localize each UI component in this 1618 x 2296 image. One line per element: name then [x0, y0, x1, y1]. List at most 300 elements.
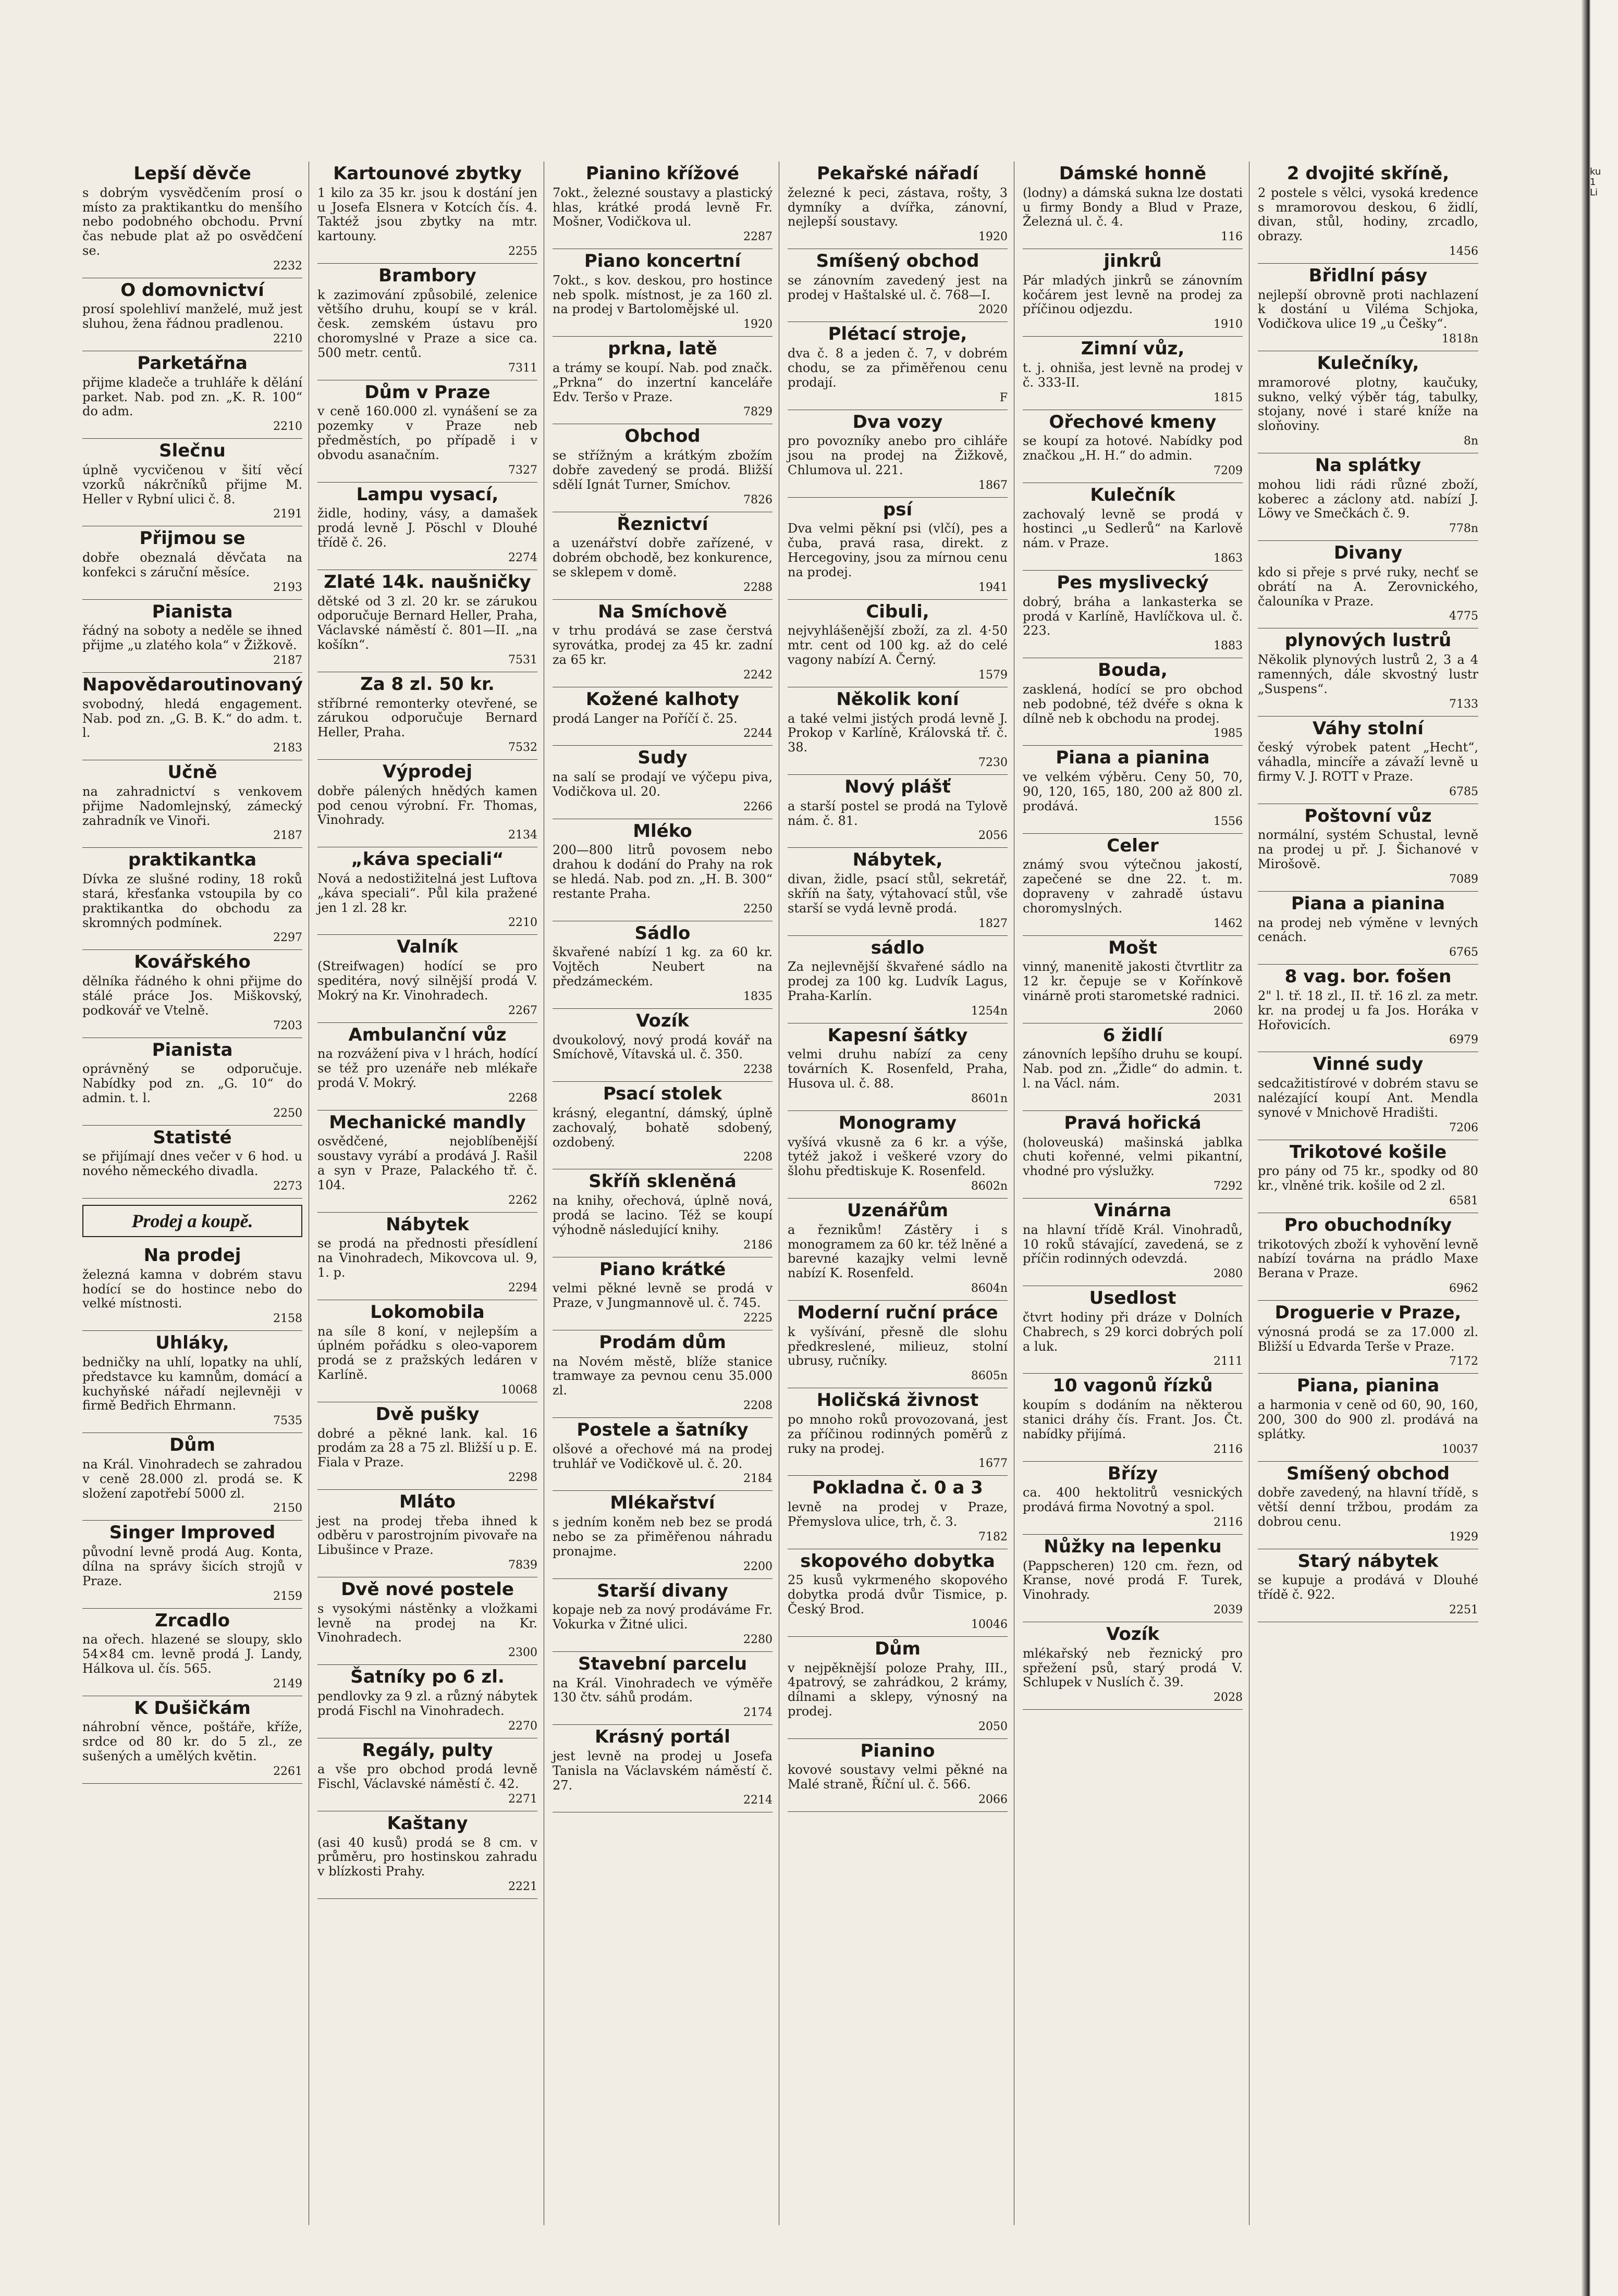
advertisement	[317, 1738, 537, 1811]
ad-title: Dům v Praze	[364, 381, 491, 403]
advertisement	[553, 1491, 773, 1578]
ad-number: 2080	[1214, 1267, 1243, 1281]
ad-title: Statisté	[153, 1127, 232, 1148]
ad-number: 1863	[1214, 552, 1243, 565]
ad-number: 6785	[1449, 785, 1478, 798]
ad-text: na ořech. hlazené se sloupy, sklo 54×84 cm. levně prodá J. Landy, Hálkova ul. čís. 565.	[82, 1632, 302, 1676]
advertisement	[553, 687, 773, 746]
ad-title: Přijmou se	[139, 528, 246, 549]
ad-number: 2208	[743, 1151, 773, 1164]
ad-title: Dům	[169, 1435, 215, 1456]
ad-number: 4775	[1449, 610, 1478, 623]
ad-title: Trikotové košile	[1289, 1141, 1447, 1163]
ad-text: velmi pěkné levně se prodá v Praze, v Jungmannově ul. č. 745.	[553, 1281, 773, 1311]
advertisement	[1023, 834, 1243, 936]
advertisement	[82, 848, 302, 950]
ad-title: Dvě nové postele	[341, 1579, 514, 1600]
ad-title: Mošt	[1108, 937, 1157, 958]
ad-title: plynových lustrů	[1284, 630, 1452, 651]
ad-title: sádlo	[871, 937, 925, 958]
advertisement	[1258, 892, 1478, 965]
ad-text: dobře pálených hnědých kamen pod cenou výrobní. Fr. Thomas, Vinohrady.	[317, 783, 537, 828]
ad-title: Pianista	[152, 1039, 233, 1060]
ad-text: pro povozníky anebo pro cihláře jsou na prodej na Žižkově, Chlumova ul. 221.	[788, 434, 1008, 477]
advertisement	[317, 1023, 537, 1110]
ad-number: 2158	[273, 1312, 302, 1326]
ad-number: 2266	[743, 800, 773, 813]
advertisement	[1258, 1301, 1478, 1374]
ad-title: Zrcadlo	[155, 1610, 230, 1631]
ad-number: 116	[1221, 230, 1243, 244]
ad-number: 2274	[508, 551, 537, 564]
ad-number: 7829	[743, 405, 773, 419]
ad-title: Na prodej	[143, 1245, 241, 1266]
ad-number: 2159	[273, 1589, 302, 1603]
ad-number: F	[999, 391, 1008, 404]
ad-text: dva č. 8 a jeden č. 7, v dobrém chodu, se za přiměřenou cenu prodají.	[788, 346, 1008, 390]
ad-text: bedničky na uhlí, lopatky na uhlí, představce ku kamnům, domácí a kuchyňské nářadí nejlevněji v firmě Bedřich Ehrmann.	[82, 1354, 302, 1413]
ad-title: Sudy	[638, 747, 688, 769]
advertisement	[788, 848, 1008, 935]
advertisement	[553, 1009, 773, 1082]
ad-text: s dobrým vysvědčením prosí o místo za praktikantku do menšího nebo podobného obchodu. První čas nebude plat až po osvědčení se.	[82, 185, 302, 258]
ad-text: se přijímají dnes večer v 6 hod. u nového německého divadla.	[82, 1149, 302, 1179]
ad-text: 7okt., železné soustavy a plastický hlas, krátké prodá levně Fr. Mošner, Vodičkova ul.	[553, 185, 773, 229]
advertisement	[788, 1637, 1008, 1739]
ad-number: 7311	[508, 361, 537, 375]
advertisement	[788, 1476, 1008, 1549]
ad-number: 2244	[743, 727, 773, 740]
ad-title: O domovnictví	[120, 279, 264, 301]
ad-title: Obchod	[624, 426, 701, 447]
advertisement	[82, 439, 302, 526]
ad-number: 7133	[1449, 697, 1478, 711]
ad-text: pro pány od 75 kr., spodky od 80 kr., vlněné trik. košile od 2 zl.	[1258, 1164, 1478, 1193]
ad-number: 6962	[1449, 1282, 1478, 1295]
ad-text: známý svou výtečnou jakostí, zapečené se dne 22. t. m. dopraveny v zahradě ústavu choromyslných.	[1023, 857, 1243, 916]
ad-title: Starší divany	[597, 1580, 728, 1601]
advertisement	[1258, 351, 1478, 453]
ad-number: 2294	[508, 1281, 537, 1294]
ad-number: 2221	[508, 1880, 537, 1894]
ad-text: oprávněný se odporučuje. Nabídky pod zn. „G. 10“ do admin. t. l.	[82, 1061, 302, 1105]
advertisement	[1023, 658, 1243, 746]
advertisement	[1258, 1549, 1478, 1622]
advertisement	[82, 351, 302, 439]
ad-title: Singer Improved	[109, 1522, 276, 1544]
advertisement	[788, 687, 1008, 775]
ad-title: Divany	[1333, 542, 1403, 564]
ad-title: Starý nábytek	[1297, 1550, 1439, 1572]
ad-number: 2060	[1214, 1004, 1243, 1018]
ad-number: 2250	[743, 902, 773, 916]
ad-text: olšové a ořechové má na prodej truhlář ve Vodičkově ul. č. 20.	[553, 1441, 773, 1471]
ad-title: jinkrů	[1104, 251, 1162, 272]
advertisement	[1258, 965, 1478, 1052]
advertisement	[82, 1433, 302, 1521]
ad-title: Pes myslivecký	[1057, 572, 1209, 594]
advertisement	[788, 1199, 1008, 1301]
ad-number: 7535	[273, 1414, 302, 1428]
ad-text: svobodný, hledá engagement. Nab. pod zn. „G. B. K.“ do adm. t. l.	[82, 696, 302, 740]
advertisement	[317, 162, 537, 264]
ad-title: Pianista	[152, 601, 233, 622]
advertisement	[82, 1038, 302, 1126]
ad-number: 1941	[978, 581, 1008, 594]
advertisement	[317, 1490, 537, 1577]
ad-number: 2191	[273, 508, 302, 521]
advertisement	[1258, 1374, 1478, 1461]
ad-text: 2" l. tř. 18 zl., II. tř. 16 zl. za metr. kr. na prodej u fa Jos. Horáka v Hořovicích.	[1258, 988, 1478, 1032]
ad-number: 2200	[743, 1560, 773, 1573]
advertisement	[553, 1725, 773, 1812]
ad-number: 2031	[1214, 1092, 1243, 1105]
ad-number: 1818n	[1441, 332, 1478, 346]
ad-number: 7826	[743, 493, 773, 507]
ad-title: 6 židlí	[1102, 1024, 1163, 1046]
advertisement	[317, 1665, 537, 1738]
advertisement	[82, 1243, 302, 1331]
advertisement	[1258, 1140, 1478, 1213]
ad-number: 2183	[273, 742, 302, 755]
advertisement	[82, 950, 302, 1038]
ad-text: mlékařský neb řeznický pro spřežení psů, starý prodá V. Schlupek v Nuslích č. 39.	[1023, 1646, 1243, 1690]
ad-title: 10 vagonů řízků	[1052, 1375, 1213, 1397]
advertisement	[1023, 571, 1243, 658]
ad-text: na prodej neb výměne v levných cenách.	[1258, 915, 1478, 945]
ad-text: jest levně na prodej u Josefa Tanisla na Václavském náměstí č. 27.	[553, 1748, 773, 1793]
advertisement	[788, 1023, 1008, 1111]
advertisement	[317, 672, 537, 760]
ad-number: 2050	[978, 1720, 1008, 1733]
ad-title: Nový plášť	[844, 776, 951, 798]
ad-title: Valník	[397, 936, 458, 958]
advertisement	[1023, 1535, 1243, 1622]
ad-text: velmi druhu nabízí za ceny továrních K. Rosenfeld, Praha, Husova ul. č. 88.	[788, 1047, 1008, 1091]
ad-title: Dámské honně	[1059, 163, 1207, 184]
ad-text: mohou lidi rádi různé zboží, koberec a záclony atd. nabízí J. Löwy ve Smečkách č. 9.	[1258, 477, 1478, 521]
advertisement	[317, 847, 537, 935]
ad-number: 7531	[508, 653, 537, 666]
ad-title: Smíšený obchod	[1286, 1463, 1450, 1484]
advertisement	[553, 512, 773, 600]
advertisement	[788, 162, 1008, 249]
ad-text: a trámy se koupí. Nab. pod značk. „Prkna“ do inzertní kanceláře Edv. Teršo v Praze.	[553, 360, 773, 404]
ad-number: 1579	[978, 668, 1008, 682]
ad-number: 10046	[971, 1618, 1008, 1631]
ad-number: 2288	[743, 581, 773, 594]
ad-title: Mlékařství	[610, 1492, 715, 1514]
ad-text: 7okt., s kov. deskou, pro hostince neb spolk. místnost, je za 160 zl. na prodej v Bartolomějské ul.	[553, 273, 773, 317]
ad-number: 2287	[743, 230, 773, 244]
advertisement	[82, 278, 302, 351]
advertisement	[82, 1126, 302, 1199]
ad-text: dětské od 3 zl. 20 kr. se zárukou odporučuje Bernard Heller, Praha, Václavské náměstí č. 801—II. „na košíkn“.	[317, 594, 537, 652]
advertisement	[553, 600, 773, 687]
ad-text: dělníka řádného k ohni přijme do stálé práce Jos. Miškovský, podkovář ve Vtelně.	[82, 974, 302, 1018]
advertisement	[553, 249, 773, 337]
ad-title: Bouda,	[1098, 660, 1168, 681]
advertisement	[1258, 1052, 1478, 1140]
ad-text: na Novém městě, blíže stanice tramwaye za pevnou cenu 35.000 zl.	[553, 1354, 773, 1398]
ad-title: Na Smíchově	[598, 601, 727, 622]
ad-number: 1920	[978, 230, 1008, 244]
ad-text: k zazimování způsobilé, zelenice většího druhu, koupí se v král. česk. zemském ústavu pro choromyslné v Praze a sice ca. 500 metr. centů.	[317, 287, 537, 360]
advertisement	[553, 337, 773, 424]
column-1	[78, 162, 309, 2225]
ad-text: a uzenářství dobře zařízené, v dobrém obchodě, bez konkurence, se sklepem v domě.	[553, 536, 773, 579]
ad-number: 1867	[978, 478, 1008, 492]
ad-text: Nová a nedostižitelná jest Luftova „káva speciali“. Půl kila pražené jen 1 zl. 28 kr.	[317, 871, 537, 915]
ad-title: Slečnu	[159, 440, 226, 462]
advertisement	[788, 249, 1008, 322]
ad-title: Pravá hořická	[1064, 1112, 1202, 1133]
advertisement	[1258, 162, 1478, 264]
advertisement	[1023, 936, 1243, 1023]
ad-title: „káva speciali“	[351, 849, 504, 870]
advertisement	[553, 1330, 773, 1418]
advertisement	[1023, 1111, 1243, 1199]
ad-number: 7203	[273, 1019, 302, 1032]
ad-number: 2255	[508, 244, 537, 258]
ad-text: se prodá na přednosti přesídlení na Vinohradech, Mikovcova ul. 9, 1. p.	[317, 1236, 537, 1280]
ad-number: 6765	[1449, 946, 1478, 959]
edge-fragment: ku 1 Li	[1590, 166, 1601, 198]
ad-title: Vozík	[636, 1010, 689, 1031]
advertisement	[553, 1257, 773, 1330]
advertisement	[1023, 1462, 1243, 1535]
ad-title: Uhláky,	[155, 1332, 229, 1354]
ad-number: 7839	[508, 1559, 537, 1572]
ad-text: na hlavní třídě Král. Vinohradů, 10 roků stávající, zavedená, se z příčin rodinných odevzdá.	[1023, 1222, 1243, 1266]
ad-title: Zimní vůz,	[1081, 338, 1185, 360]
ad-text: vinný, manenitě jakosti čtvrtlitr za 12 kr. čepuje se v Kořínkově vinárně proti starometské radnici.	[1023, 959, 1243, 1003]
ad-title: Nábytek	[386, 1214, 469, 1235]
advertisement	[317, 570, 537, 672]
ad-number: 8602n	[971, 1180, 1008, 1193]
ad-text: dobře zavedený, na hlavní třídě, s větší denní tržbou, prodám za dobrou cenu.	[1258, 1485, 1478, 1529]
advertisement	[788, 600, 1008, 687]
ad-title: Pokladna č. 0 a 3	[812, 1477, 983, 1499]
ad-title: Napovědaroutinovaný	[82, 674, 303, 696]
advertisement	[1023, 162, 1243, 249]
ad-title: prkna, latě	[608, 338, 717, 360]
advertisement	[788, 1739, 1008, 1812]
advertisement	[82, 162, 302, 278]
ad-number: 1835	[743, 990, 773, 1003]
ad-number: 2271	[508, 1792, 537, 1806]
ad-number: 1929	[1449, 1530, 1478, 1544]
ad-title: 8 vag. bor. fošen	[1284, 966, 1452, 987]
ad-title: Psací stolek	[603, 1083, 722, 1105]
ad-text: dobrý, bráha a lankasterka se prodá v Karlíně, Havlíčkova ul. č. 223.	[1023, 594, 1243, 638]
ad-title: Dvě pušky	[375, 1403, 480, 1425]
column-5	[1019, 162, 1249, 2225]
ad-title: Břidlní pásy	[1308, 265, 1428, 286]
ad-number: 7532	[508, 741, 537, 755]
ad-title: Na splátky	[1315, 455, 1421, 476]
ad-title: Pianino křížové	[585, 163, 740, 184]
ad-number: 1815	[1214, 391, 1243, 404]
ad-text: 200—800 litrů povosem nebo drahou k dodání do Prahy na rok se hledá. Nab. pod zn. „H. B. 300“ restante Praha.	[553, 843, 773, 901]
ad-title: Učně	[167, 762, 217, 783]
ad-number: 1556	[1214, 814, 1243, 828]
advertisement	[788, 410, 1008, 498]
ad-title: Prodám dům	[599, 1331, 726, 1353]
ad-number: 7230	[978, 756, 1008, 770]
ad-title: Piana a pianina	[1056, 747, 1210, 769]
ad-number: 2187	[273, 829, 302, 843]
ad-number: 7209	[1214, 464, 1243, 477]
ad-title: Monogramy	[838, 1112, 957, 1133]
ad-text: a řeznikům! Zástěry i s monogramem za 60 kr. též lněné a barevné kazajky velmi levně nabízí K. Rosenfeld.	[788, 1222, 1008, 1281]
ad-title: Regály, pulty	[362, 1739, 493, 1761]
ad-text: dobré a pěkné lank. kal. 16 prodám za 28 a 75 zl. Bližší u p. E. Fiala v Praze.	[317, 1426, 537, 1470]
advertisement	[1023, 1023, 1243, 1111]
advertisement	[553, 1579, 773, 1652]
advertisement	[553, 1418, 773, 1491]
ad-title: Piana a pianina	[1291, 893, 1445, 914]
column-6	[1254, 162, 1485, 2225]
ad-number: 1920	[743, 318, 773, 331]
ad-number: 2187	[273, 654, 302, 668]
ad-text: osvědčené, nejoblíbenější soustavy vyrábí a prodává J. Rašil a syn v Praze, Palackého tř. č. 104.	[317, 1134, 537, 1192]
advertisement	[1023, 1286, 1243, 1374]
ad-title: Vozík	[1106, 1624, 1159, 1645]
ad-text: v trhu prodává se zase čerstvá syrovátka, prodej za 45 kr. zadní za 65 kr.	[553, 623, 773, 668]
ad-title: Vinné sudy	[1313, 1054, 1424, 1075]
ad-number: 10037	[1442, 1442, 1478, 1456]
ad-number: 2267	[508, 1004, 537, 1017]
ad-number: 7206	[1449, 1121, 1478, 1134]
ad-text: prosí spolehliví manželé, muž jest sluhou, žena řádnou pradlenou.	[82, 302, 302, 331]
ad-text: se kupuje a prodává v Dlouhé třídě č. 922.	[1258, 1573, 1478, 1602]
ad-text: sedcažitistírové v dobrém stavu se nalézající koupí Ant. Mendla synové v Mnichově Hradišti.	[1258, 1076, 1478, 1120]
ad-title: Celer	[1107, 835, 1159, 856]
ad-number: 2250	[273, 1106, 302, 1120]
advertisement	[1023, 249, 1243, 337]
ad-number: 8n	[1463, 435, 1478, 448]
ad-title: Ambulanční vůz	[348, 1024, 507, 1045]
ad-title: Parketářna	[137, 353, 248, 374]
ad-title: Holičská živnost	[816, 1390, 979, 1411]
ad-title: praktikantka	[128, 849, 257, 871]
advertisement	[82, 673, 302, 760]
ad-text: úplně vycvičenou v šití věcí vzorků nákrčníků přijme M. Heller v Rybní ulici č. 8.	[82, 462, 302, 507]
ad-number: 2232	[273, 259, 302, 273]
ad-text: prodá Langer na Poříčí č. 25.	[553, 711, 738, 726]
ad-number: 2039	[1214, 1603, 1243, 1616]
ad-title: Mléko	[633, 820, 692, 842]
ad-number: 2210	[273, 420, 302, 434]
ad-text: nejlepší obrovně proti nachlazení k dostání u Viléma Schjoka, Vodičkova ulice 19 „u Češky“.	[1258, 287, 1478, 331]
ad-number: 2262	[508, 1193, 537, 1207]
ad-title: Moderní ruční práce	[797, 1302, 998, 1324]
ad-title: Smíšený obchod	[816, 251, 979, 272]
ad-text: se koupí za hotové. Nabídky pod značkou „H. H.“ do admin.	[1023, 434, 1243, 463]
advertisement	[82, 760, 302, 848]
advertisement	[317, 1213, 537, 1300]
ad-title: Piana, pianina	[1296, 1375, 1440, 1397]
ad-text: Pár mladých jinkrů se zánovním kočárem jest levně na prodej za příčinou odjezdu.	[1023, 273, 1243, 317]
ad-text: Za nejlevnější škvařené sádlo na prodej za 100 kg. Ludvík Lagus, Praha-Karlín.	[788, 959, 1008, 1003]
ad-title: Kulečníky,	[1317, 353, 1419, 374]
ad-text: 1 kilo za 35 kr. jsou k dostání jen u Josefa Elsnera v Kotcích čís. 4. Taktéž jsou zbytky na mtr. kartouny.	[317, 185, 537, 244]
ad-text: s vysokými nástěnky a vložkami levně na prodej na Kr. Vinohradech.	[317, 1601, 537, 1645]
ad-number: 1985	[1214, 727, 1243, 740]
ad-text: kovové soustavy velmi pěkné na Malé straně, Říční ul. č. 566.	[788, 1762, 1008, 1792]
ad-text: mramorové plotny, kaučuky, sukno, velký výběr tág, tabulky, stojany, nové i staré kníže na sloňoviny.	[1258, 375, 1478, 434]
advertisement	[788, 1111, 1008, 1199]
advertisement	[553, 1652, 773, 1725]
ad-title: Brambory	[378, 265, 476, 286]
ad-text: po mnoho roků provozovaná, jest za příčinou rodinných poměrů z ruky na prodej.	[788, 1412, 1008, 1456]
ad-text: český výrobek patent „Hecht“, váhadla, mincíře a závaží levně u firmy V. J. ROTT v Praze.	[1258, 740, 1478, 784]
ad-title: Piano koncertní	[584, 251, 741, 272]
advertisement	[788, 775, 1008, 848]
ad-text: čtvrt hodiny při dráze v Dolních Chabrech, s 29 korci dobrých polí a luk.	[1023, 1310, 1243, 1354]
ad-title: Pro obuchodníky	[1284, 1214, 1452, 1236]
ad-text: Dívka ze slušné rodiny, 18 roků stará, křesťanka vstoupila by co praktikantka do obchodu za skromných podmínek.	[82, 872, 302, 930]
ad-number: 2150	[273, 1502, 302, 1515]
ad-text: normální, systém Schustal, levně na prodej u př. J. Šichanové v Mirošově.	[1258, 828, 1478, 872]
ad-text: (Streifwagen) hodící se pro speditéra, nový silnější prodá V. Mokrý na Kr. Vinohradech.	[317, 959, 537, 1003]
advertisement	[1258, 717, 1478, 804]
ad-number: 2174	[743, 1706, 773, 1720]
ad-title: Krásný portál	[595, 1726, 730, 1748]
advertisement	[317, 1402, 537, 1490]
advertisement	[788, 936, 1008, 1023]
ad-number: 2116	[1214, 1442, 1243, 1456]
ad-number: 7089	[1449, 872, 1478, 886]
advertisement	[1258, 628, 1478, 716]
ad-text: kdo si přeje s prvé ruky, nechť se obrátí na A. Zerovnického, čalouníka v Praze.	[1258, 564, 1478, 609]
ad-title: Ořechové kmeny	[1049, 411, 1217, 433]
ad-title: Mechanické mandly	[329, 1112, 526, 1133]
ad-text: (holoveuská) mašinská jablka chuti kořenné, velmi pikantní, vhodné pro výslužky.	[1023, 1134, 1243, 1179]
ad-number: 2149	[273, 1677, 302, 1690]
advertisement	[317, 1110, 537, 1213]
ad-title: Zlaté 14k. naušničky	[324, 571, 531, 592]
ad-number: 2273	[273, 1180, 302, 1193]
ad-title: Kaštany	[387, 1812, 468, 1834]
ad-number: 2193	[273, 581, 302, 594]
ad-text: původní levně prodá Aug. Konta, dílna na správy šicích strojů v Praze.	[82, 1545, 302, 1588]
advertisement	[1258, 453, 1478, 541]
ad-title: Plétací stroje,	[828, 324, 967, 345]
ad-text: a harmonia v ceně od 60, 90, 160, 200, 300 do 900 zl. prodává na splátky.	[1258, 1398, 1478, 1441]
advertisement	[788, 322, 1008, 410]
ad-text: kopaje neb za nový prodáváme Fr. Vokurka v Žitné ulici.	[553, 1602, 773, 1632]
advertisement	[82, 1609, 302, 1696]
advertisement	[317, 1577, 537, 1665]
ad-number: 2184	[743, 1472, 773, 1486]
ad-title: Kulečník	[1090, 484, 1175, 505]
ad-number: 2111	[1214, 1355, 1243, 1368]
ad-title: Sádlo	[634, 922, 691, 944]
advertisement	[1258, 264, 1478, 351]
column-2	[313, 162, 544, 2225]
ad-number: 1827	[978, 917, 1008, 930]
ad-text: trikotových zboží k vyhovění levně nabízí továrna na prádlo Maxe Berana v Praze.	[1258, 1237, 1478, 1281]
ad-number: 2242	[743, 668, 773, 682]
advertisement	[82, 1521, 302, 1608]
ad-number: 2186	[743, 1238, 773, 1252]
ad-title: Dům	[875, 1638, 921, 1659]
ad-title: Za 8 zl. 50 kr.	[360, 673, 495, 695]
advertisement	[553, 1169, 773, 1257]
ad-number: 2268	[508, 1091, 537, 1105]
